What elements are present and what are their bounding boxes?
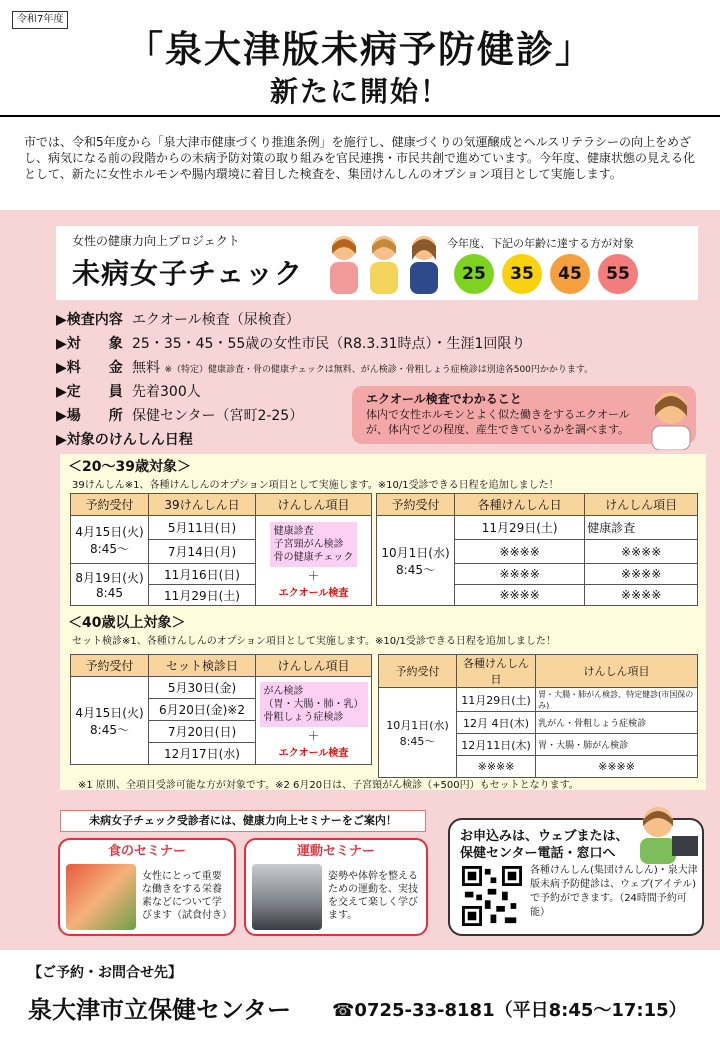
info-row: ▶料 金 無料 ※（特定）健康診査・骨の健康チェックは無料、がん検診・骨粗しょう症検診は別途各500円かかります。 xyxy=(56,360,594,376)
food-seminar-card xyxy=(58,838,236,936)
contact-name: 泉大津市立保健センター xyxy=(28,996,292,1024)
fiscal-year-tag: 令和7年度 xyxy=(12,11,68,29)
seminar-banner: 未病女子チェック受診者には、健康力向上セミナーをご案内！ xyxy=(60,810,426,832)
nurse-illustration xyxy=(640,386,702,450)
section-note: セット検診※1、各種けんしんのオプション項目として実施します。※10/1受診できる日程を追加しました！ xyxy=(72,636,556,647)
info-row: ▶検査内容 エクオール検査（尿検査） xyxy=(56,312,300,328)
equol-text: 体内で女性ホルモンとよく似た働きをするエクオールが、体内でどの程度、産生できているかを調べます。 xyxy=(366,408,630,436)
food-seminar-text: 女性にとって重要な働きをする栄養素などについて学びます（試食付き） xyxy=(142,871,232,921)
schedule-heading: ▶対象のけんしん日程 xyxy=(56,432,193,448)
exercise-photo xyxy=(252,864,322,930)
schedule-table: 予約受付 各種けんしん日 けんしん項目 10月1日(水) 8:45～ 11月29日(土) 健康診査 ※※※※ ※※※※ ※※※※ ※※※※ ※※※※ ※※※※ xyxy=(376,493,698,606)
project-name: 未病女子チェック xyxy=(72,257,304,290)
staff-illustration xyxy=(628,802,700,864)
divider xyxy=(0,115,720,117)
women-illustration xyxy=(324,232,444,294)
qr-code[interactable] xyxy=(462,866,522,926)
exercise-seminar-card xyxy=(244,838,428,936)
page-title: 「泉大津版未病予防健診」 xyxy=(126,28,594,71)
section-note: 39けんしん※1、各種けんしんのオプション項目として実施します。※10/1受診できる日程を追加しました！ xyxy=(72,480,559,491)
footnote: ※1 原則、全項目受診可能な方が対象です。※2 6月20日は、子宮頸がん検診（+500円）もセットとなります。 xyxy=(78,780,579,791)
schedule-table: 予約受付 39けんしん日 けんしん項目 4月15日(火) 8:45～ 5月11日(日) 健康診査 子宮頸がん検診 骨の健康チェック ＋ エクオール検査 7月14日(月) 8月19日(火) 8:45 11月16日(日) 11月29日(土) xyxy=(70,493,372,606)
intro-text: 市では、令和5年度から「泉大津市健康づくり推進条例」を施行し、健康づくりの気運醸成とヘルスリテラシーの向上をめざし、病気になる前の段階からの未病予防対策の取り組みを官民連携・市民共創で進めています。今年度、健康状態の見える化として、新たに女性ホルモンや腸内環境に着目した検査を、集団けんしんのオプション項目として実施します。 xyxy=(24,135,696,181)
apply-title: お申込みは、ウェブまたは、保健センター電話・窓口へ xyxy=(460,829,629,861)
schedule-table: 予約受付 セット検診日 けんしん項目 4月15日(火) 8:45～ 5月30日(金) がん検診 （胃・大腸・肺・乳） 骨粗しょう症検診 ＋ エクオール検査 6月20日(金)※2 7月20日(日) 12月17日(水) xyxy=(70,654,372,765)
age-badge: 25 xyxy=(454,254,494,294)
age-badge: 35 xyxy=(502,254,542,294)
section-heading: ＜40歳以上対象＞ xyxy=(68,615,186,631)
food-seminar-title: 食のセミナー xyxy=(107,844,186,859)
section-heading: ＜20～39歳対象＞ xyxy=(68,459,191,475)
age-badge: 55 xyxy=(598,254,638,294)
schedule-table: 予約受付 各種けんしん日 けんしん項目 10月1日(水) 8:45～ 11月29日(土) 胃・大腸・肺がん検診、特定健診(市国保のみ) 12月 4日(木) 乳がん・骨粗しょう症検診 12月11日(木) 胃・大腸・肺がん検診 ※※※※ ※※※※ xyxy=(378,654,698,778)
age-note: 今年度、下記の年齢に達する方が対象 xyxy=(447,237,634,250)
info-row: ▶場 所 保健センター（宮町2-25） xyxy=(56,408,304,424)
contact-phone: ☎0725-33-8181（平日8:45～17:15） xyxy=(332,1000,687,1021)
exercise-seminar-text: 姿勢や体幹を整えるための運動を、実技を交えて楽しく学びます。 xyxy=(328,871,418,921)
equol-title: エクオール検査でわかること xyxy=(366,392,522,406)
page-subtitle: 新たに開始！ xyxy=(269,75,450,108)
info-row: ▶対 象 25・35・45・55歳の女性市民（R8.3.31時点）・生涯1回限り xyxy=(56,336,526,352)
contact-heading: 【ご予約・お問合せ先】 xyxy=(28,965,182,981)
project-label: 女性の健康力向上プロジェクト xyxy=(72,234,240,248)
age-badge: 45 xyxy=(550,254,590,294)
food-photo xyxy=(66,864,136,930)
exercise-seminar-title: 運動セミナー xyxy=(296,844,375,859)
info-row: ▶定 員 先着300人 xyxy=(56,384,201,400)
apply-text: 各種けんしん(集団けんしん)・泉大津版未病予防健診は、ウェブ(アイテル)で予約ができます。（24時間予約可能） xyxy=(530,865,698,918)
